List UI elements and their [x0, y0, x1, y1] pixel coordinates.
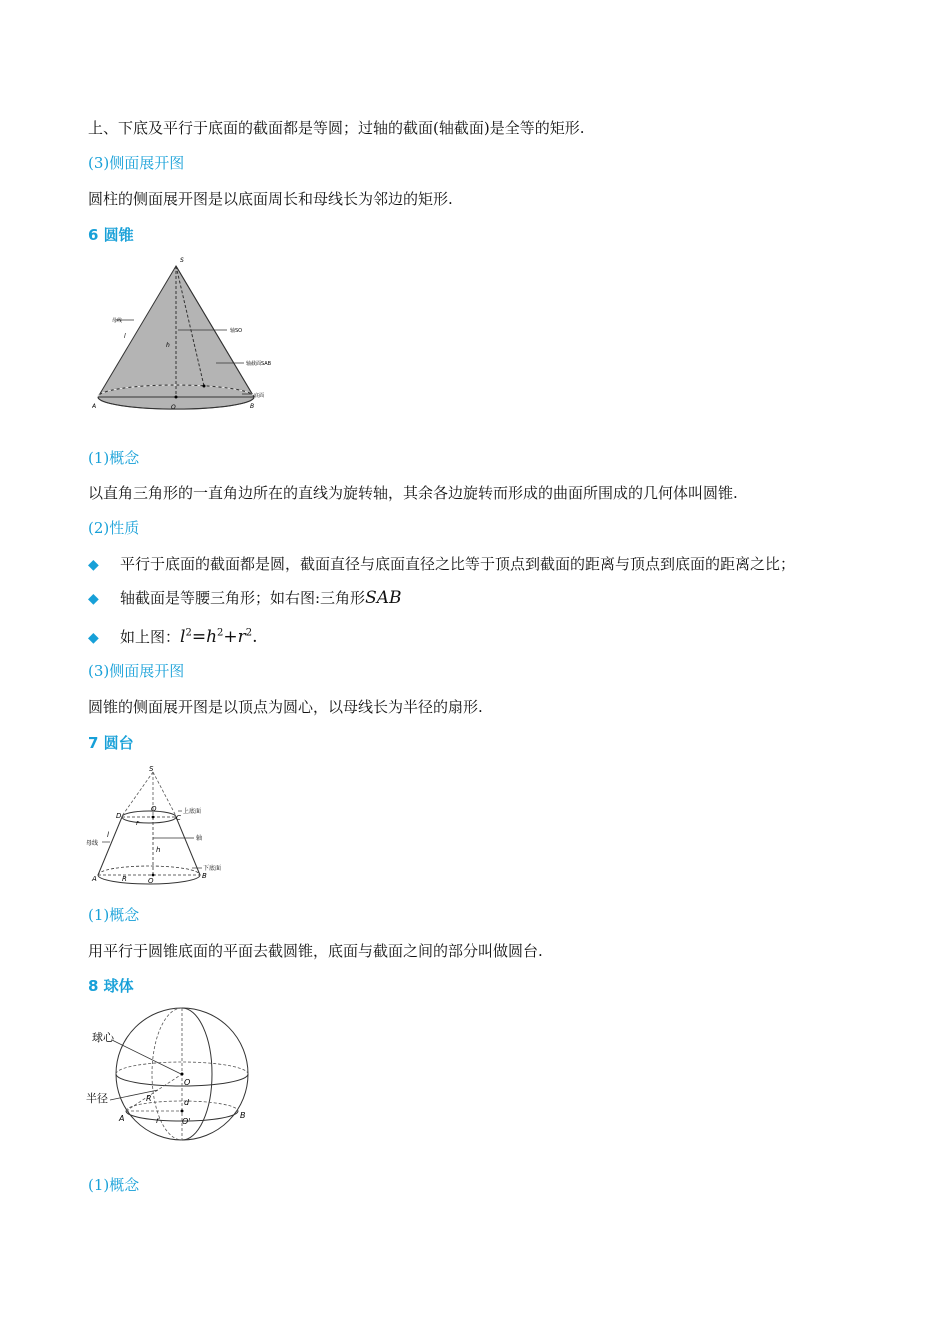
subheading-concept: (1)概念 — [88, 906, 140, 924]
frustum-label-b: B — [202, 872, 207, 880]
frustum-figure — [86, 762, 246, 887]
diamond-icon: ◆ — [88, 629, 99, 646]
frustum-label-o1: O — [151, 805, 157, 813]
frustum-label-axis: 轴 — [196, 835, 203, 842]
sphere-label-o: O — [184, 1078, 191, 1087]
sphere-label-d: d — [184, 1098, 190, 1107]
frustum-label-bottom-base: 下底面 — [203, 865, 222, 872]
frustum-label-l: l — [107, 831, 109, 839]
frustum-label-bigr: R — [122, 875, 127, 883]
frustum-label-d: D — [116, 812, 122, 820]
sphere-label-r: r — [156, 1116, 160, 1125]
cone-figure — [92, 252, 292, 417]
cone-label-base: 底面 — [254, 393, 265, 399]
section-heading-frustum: 7 圆台 — [88, 734, 134, 752]
subheading-concept: (1)概念 — [88, 449, 140, 467]
text-line: 圆锥的侧面展开图是以顶点为圆心，以母线长为半径的扇形. — [88, 698, 483, 716]
section-heading-sphere: 8 球体 — [88, 977, 134, 995]
frustum-label-top-base: 上底面 — [183, 808, 202, 815]
subheading-side-unfold: (3)侧面展开图 — [88, 154, 185, 172]
text-line: 以直角三角形的一直角边所在的直线为旋转轴，其余各边旋转而形成的曲面所围成的几何体叫圆锥. — [88, 484, 738, 502]
sphere-figure — [84, 1004, 264, 1144]
sphere-label-op: O' — [182, 1117, 191, 1126]
diamond-icon: ◆ — [88, 557, 99, 573]
bullet-item: ◆ 如上图：$l^2=h^2+r^2$. — [88, 626, 258, 647]
diamond-icon: ◆ — [88, 591, 99, 607]
frustum-label-o: O — [148, 877, 154, 885]
frustum-label-h: h — [156, 846, 161, 854]
cone-label-b: B — [250, 403, 255, 410]
bullet-item: ◆ 轴截面是等腰三角形；如右图:三角形SAB — [88, 588, 402, 608]
frustum-label-c: C — [176, 814, 181, 822]
bullet-item: ◆ 平行于底面的截面都是圆，截面直径与底面直径之比等于顶点到截面的距离与顶点到底面的距离之比； — [88, 555, 796, 573]
sphere-label-radius: 半径 — [86, 1092, 108, 1105]
frustum-label-a: A — [92, 875, 97, 883]
text-line: 圆柱的侧面展开图是以底面周长和母线长为邻边的矩形. — [88, 190, 453, 208]
sphere-label-a: A — [119, 1114, 125, 1123]
frustum-label-muxian: 母线 — [86, 840, 99, 847]
sphere-label-center: 球心 — [92, 1031, 114, 1044]
cone-label-o: O — [171, 404, 176, 411]
sphere-label-bigr: R — [146, 1094, 152, 1103]
cone-label-l: l — [124, 333, 126, 340]
cone-label-axis: 轴SO — [230, 328, 243, 334]
subheading-concept: (1)概念 — [88, 1176, 140, 1194]
cone-label-muxian: 母线 — [112, 318, 123, 324]
subheading-properties: (2)性质 — [88, 519, 140, 537]
sphere-label-b: B — [240, 1111, 246, 1120]
subheading-side-unfold: (3)侧面展开图 — [88, 662, 185, 680]
cone-label-axial-section: 轴截面SAB — [246, 361, 272, 367]
cone-label-s: S — [180, 257, 184, 264]
frustum-label-r: r — [136, 819, 139, 827]
text-line: 上、下底及平行于底面的截面都是等圆；过轴的截面(轴截面)是全等的矩形. — [88, 119, 585, 137]
cone-label-a: A — [92, 403, 97, 410]
cone-label-h: h — [166, 342, 170, 349]
frustum-label-s: S — [149, 765, 154, 773]
text-line: 用平行于圆锥底面的平面去截圆锥，底面与截面之间的部分叫做圆台. — [88, 942, 543, 960]
section-heading-cone: 6 圆锥 — [88, 226, 134, 244]
math-sab: SAB — [365, 588, 402, 608]
math-formula: $l^2=h^2+r^2$. — [180, 626, 258, 647]
